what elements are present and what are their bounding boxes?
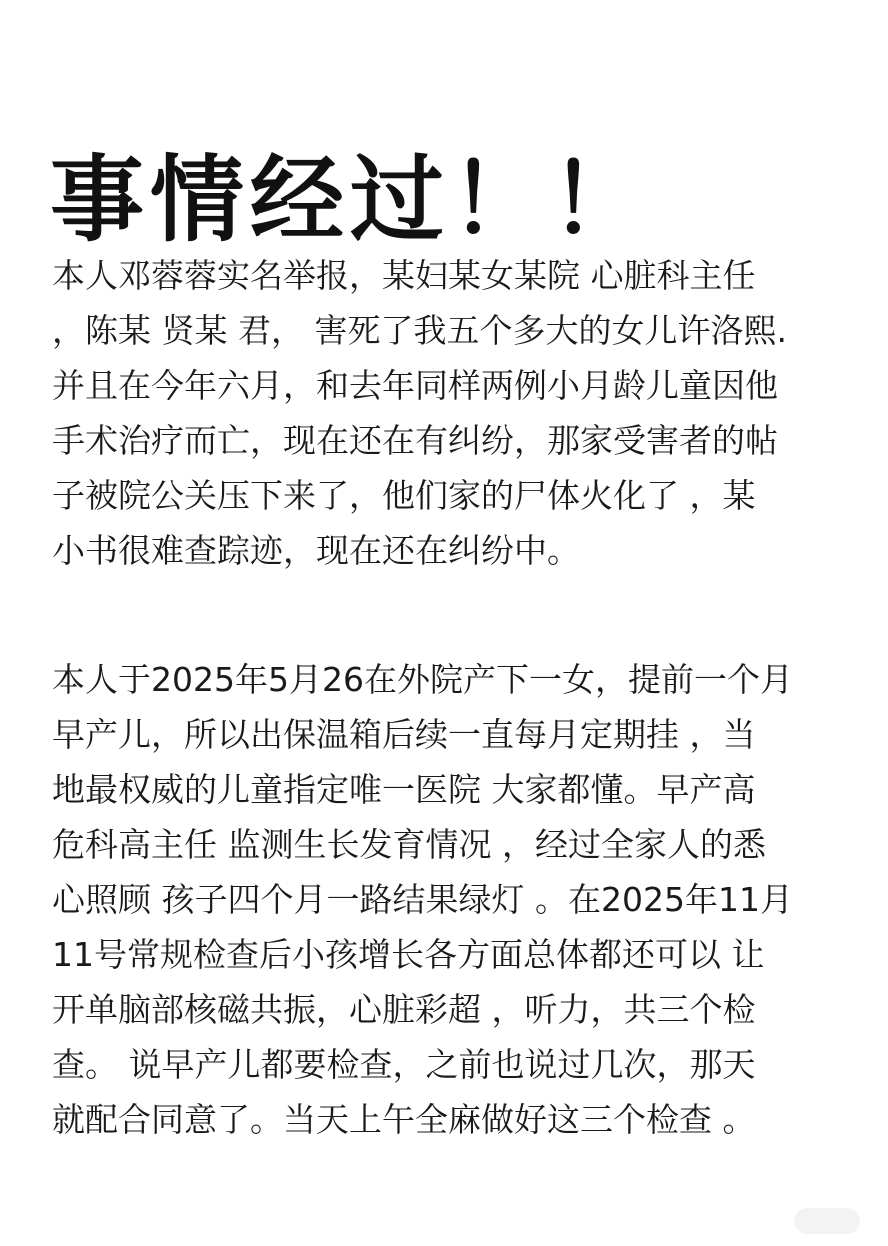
paragraph-line: 危科高主任 监测生长发育情况 ，经过全家人的悉: [52, 825, 766, 864]
paragraph-line: 查。 说早产儿都要检查，之前也说过几次，那天: [52, 1045, 756, 1084]
paragraph-line: 本人邓蓉蓉实名举报，某妇某女某院 心脏科主任: [52, 256, 756, 295]
paragraph-line: 并且在今年六月，和去年同样两例小月龄儿童因他: [52, 366, 778, 405]
paragraph-line: 本人于2025年5月26在外院产下一女，提前一个月: [52, 660, 793, 699]
paragraph-line: ，陈某 贤某 君， 害死了我五个多大的女儿许洛熙.: [52, 311, 787, 350]
paragraph-line: 小书很难查踪迹，现在还在纠纷中。: [52, 531, 580, 570]
paragraph-line: 子被院公关压下来了，他们家的尸体火化了 ，某: [52, 476, 756, 515]
paragraph-line: 心照顾 孩子四个月一路结果绿灯 。在2025年11月: [52, 880, 793, 919]
paragraph-1: [52, 248, 852, 578]
paragraph-line: 就配合同意了。当天上午全麻做好这三个检查 。: [52, 1100, 756, 1139]
paragraph-line: 地最权威的儿童指定唯一医院 大家都懂。早产高: [52, 770, 756, 809]
paragraph-line: 手术治疗而亡，现在还在有纠纷，那家受害者的帖: [52, 421, 778, 460]
paragraph-2: [52, 652, 852, 1147]
paragraph-line: 11号常规检查后小孩增长各方面总体都还可以 让: [52, 935, 765, 974]
page-title: 事情经过！！: [50, 145, 651, 255]
paragraph-line: 早产儿，所以出保温箱后续一直每月定期挂 ，当: [52, 715, 756, 754]
paragraph-line: 开单脑部核磁共振，心脏彩超 ，听力，共三个检: [52, 990, 756, 1029]
watermark-badge: [794, 1208, 860, 1234]
